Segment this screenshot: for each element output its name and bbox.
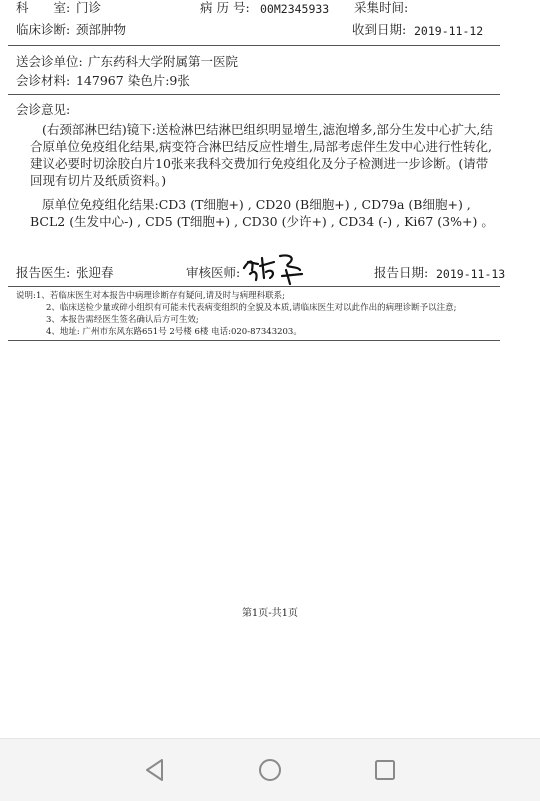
back-triangle-icon[interactable]: [138, 753, 172, 787]
note-item: 4、地址: 广州市东风东路651号 2号楼 6楼 电话:020-87343203。: [46, 327, 302, 337]
dept-value: 门诊: [76, 0, 102, 15]
unit-value: 广东药科大学附属第一医院: [88, 54, 239, 69]
material-label: 会诊材料:: [16, 73, 71, 88]
immuno-results: 原单位免疫组化结果:CD3 (T细胞+) , CD20 (B细胞+) , CD79a (B细胞+) , BCL2 (生发中心-) , CD5 (T细胞+) , CD30 (少许+) , CD34 (-) , Ki67 (3%+) 。: [30, 197, 494, 229]
diagnosis-label: 临床诊断:: [16, 22, 71, 37]
material-value: 147967 染色片:9张: [76, 73, 190, 88]
received-label: 收到日期:: [352, 22, 407, 37]
report-date-value: 2019-11-13: [436, 267, 506, 281]
home-circle-icon[interactable]: [253, 753, 287, 787]
divider: [8, 286, 500, 287]
diagnosis-value: 颈部肿物: [76, 22, 127, 37]
divider: [8, 340, 500, 341]
dept-label: 科 室:: [16, 0, 71, 15]
note-item: 3、本报告需经医生签名确认后方可生效;: [46, 315, 199, 325]
record-label: 病 历 号:: [200, 0, 250, 15]
navigation-bar: [0, 738, 540, 801]
record-value: 00M2345933: [260, 2, 330, 16]
divider: [8, 94, 500, 95]
note-item: 1、若临床医生对本报告中病理诊断存有疑问,请及时与病理科联系;: [36, 291, 285, 301]
opinion-heading: 会诊意见:: [16, 102, 71, 117]
divider: [8, 45, 500, 46]
collect-label: 采集时间:: [354, 0, 409, 15]
notes-label: 说明:: [16, 291, 36, 301]
reporter-label: 报告医生:: [16, 265, 71, 280]
opinion-paragraph-1: (右颈部淋巴结)镜下:送检淋巴结淋巴组织明显增生,滤泡增多,部分生发中心扩大,结合原单位免疫组化结果,病变符合淋巴结反应性增生,局部考虑伴生发中心进行性转化,建议必要时切涂胶白片10张来我科交费加行免疫组化及分子检测进一步诊断。(请带回现有切片及纸质资料。): [30, 122, 493, 188]
unit-label: 送会诊单位:: [16, 54, 83, 69]
page-indicator: 第1页-共1页: [241, 608, 299, 619]
note-item: 2、临床送检少量或碎小组织有可能未代表病变组织的全貌及本质,请临床医生对以此作出的病理诊断予以注意;: [46, 303, 457, 313]
reporter-value: 张迎春: [76, 265, 114, 280]
handwritten-signature: [240, 248, 310, 286]
recents-square-icon[interactable]: [368, 753, 402, 787]
received-value: 2019-11-12: [414, 24, 484, 38]
reviewer-label: 审核医师:: [186, 265, 241, 280]
report-date-label: 报告日期:: [374, 265, 429, 280]
